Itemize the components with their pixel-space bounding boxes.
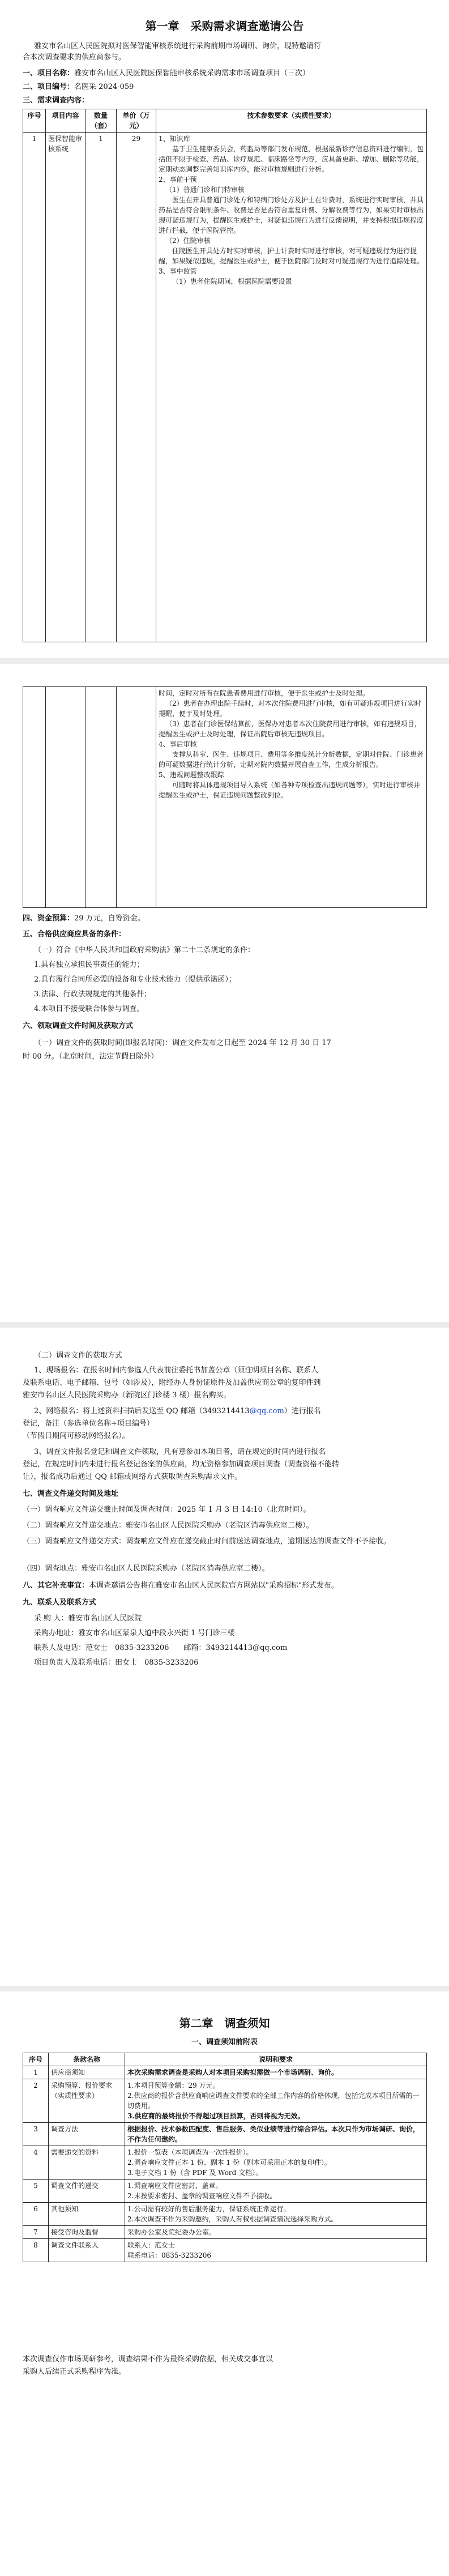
spec-line: 1、知识库 [159, 135, 190, 143]
spec-line: （2）住院审核 [165, 237, 211, 245]
spec-line: （1）普通门诊和门特审核 [165, 186, 245, 194]
spec-line: 4、事后审核 [159, 740, 197, 748]
qualification-item: 3.法律、行政法规规定的其他条件； [34, 990, 152, 999]
instructions-subtitle: 一、调查须知前附表 [191, 2038, 258, 2046]
spec-line: 可随时将具体违规项目导入系统（如各种专项检查出违规问题等），实时进行审核并提醒医生或护士，保证违规问题整改到位。 [159, 781, 421, 799]
acquisition-method-heading: （二）调查文件的获取方式 [34, 1351, 123, 1360]
table-row: 6 其他须知 1.公司需有较好的售后服务能力，保证系统正常运行。 2.本次调查不作为采购邀约，采购人有权根据调查情况选择采购方式。 [23, 2203, 427, 2226]
spec-line: 医生在开具普通门诊处方和特病门诊处方及护士在计费时，系统进行实时审核，并具药品是否符合限制条件、收费是否是否符合重复计费、分解收费等行为，如果实时审核出现可疑违规行为，提醒医生或护士，对疑似违规行为进行反馈说明，并支持根据违规程度进行拦截，便于医院管控。 [159, 196, 424, 234]
cell-price: 29 [117, 133, 156, 642]
col-header: 说明和要求 [125, 2053, 427, 2066]
chapter-2-title: 第二章 调查须知 [179, 2016, 270, 2030]
table-row: 4 需要递交的资料 1.报价一览表（本项调查为一次性报价）。 2.调查响应文件正本 1 份、副本 1 份（副本可采用正本的复印件）。 3.电子文档 1 份（含 PDF 及 Word 文档）。 [23, 2146, 427, 2180]
registration-note-line: 登记，在规定时间内未进行报名登记备案的供应商，均无资格参加调查项目调查（调查资格不能转 [23, 1460, 340, 1469]
col-header: 项目内容 [46, 109, 85, 133]
spec-line: （3）患者在门诊医保结算前，医保办对患者本次住院费用进行审核，如有违规项目，提醒医生或护士及时处理，保证出院后审核无违规项目。 [159, 720, 421, 738]
submission-item: （四）调查地点：雅安市名山区人民医院采购办（老院区消毒供应室二楼）。 [23, 1564, 270, 1573]
qualification-item: 2.具有履行合同所必需的设备和专业技术能力（提供承诺函）； [34, 975, 236, 984]
qualification-heading: 五、合格供应商应具备的条件： [23, 930, 126, 939]
online-reg-line: 登记，备注（参选单位名称+项目编号） [23, 1419, 154, 1428]
intro-line-2: 合本次调查要求的供应商参与。 [23, 53, 126, 62]
acquisition-time-line-2: 时 00 分。（北京时间，法定节假日除外） [23, 1052, 159, 1061]
qualification-item: 1.具有独立承担民事责任的能力； [34, 961, 144, 969]
spec-line: 支撑从科室、医生、违规项目、费用等多维度统计分析数据，定期对住院、门诊患者的可疑数据进行统计分析，定期对院内数据开展自查工作，生成分析报告。 [159, 750, 424, 769]
online-reg-line: 2、网络报名：将上述资料扫描后发送至 QQ 邮箱（3493214413@qq.com）进行报名 [34, 1407, 321, 1415]
col-header: 技术参数要求（实质性要求） [156, 109, 427, 133]
instructions-table [23, 2053, 427, 2262]
table-row: 8 调查文件联系人 联系人：范女士 联系电话：0835-3233206 [23, 2239, 427, 2262]
col-header: 序号 [23, 2053, 49, 2066]
col-header: 条款名称 [49, 2053, 125, 2066]
contact-heading: 九、联系人及联系方式 [23, 1598, 97, 1607]
requirements-table-part-2 [23, 686, 427, 908]
budget: 四、资金预算：29 万元，自筹资金。 [23, 914, 145, 923]
doc-acquisition-heading: 六、领取调查文件时间及获取方式 [23, 1022, 134, 1030]
cell-spec [156, 133, 427, 642]
col-header: 单价（万元） [117, 109, 156, 133]
closing-note-line: 本次调查仅作市场调研参考，调查结果不作为最终采购依据，相关成交事宜以 [23, 2355, 273, 2364]
contact-line: 项目负责人及联系电话：田女士 0835-3233206 [34, 1658, 199, 1667]
cell-spec-continued [156, 687, 427, 908]
cell-qty: 1 [85, 133, 117, 642]
project-name: 一、项目名称：雅安市名山区人民医院医保智能审核系统采购需求市场调查项目（三次） [23, 69, 310, 78]
qualification-sub: （一）符合《中华人民共和国政府采购法》第二十二条规定的条件： [34, 946, 255, 954]
document-page-3 [0, 1328, 449, 1986]
survey-content-heading: 三、需求调查内容： [23, 96, 89, 105]
submission-item: （三）调查响应文件递交方式：调查响应文件应在递交截止时间前送达调查地点，逾期送达的调查文件不予接收。 [23, 1537, 391, 1546]
qualification-item: 4.本项目不接受联合体参与调查。 [34, 1005, 144, 1013]
spec-line: （1）患者住院期间，根据医院需要设置 [172, 278, 292, 285]
table-row: 2 采购预算、报价要求（实质性要求） 1.本项目预算金额：29 万元。 2.供应商的报价含供应商响应调查文件要求的全部工作内容的价格体现，包括完成本项目所需的一切费用。 3.供应商的最终报价不得超过项目预算，否则将视为无效。 [23, 2079, 427, 2123]
table-row: 1 供应商须知 本次采购需求调查是采购人对本项目采购拟需做一个市场调研、询价。 [23, 2066, 427, 2079]
contact-line: 采购办地址：雅安市名山区蒙泉大道中段永兴街 1 号门诊三楼 [34, 1629, 235, 1637]
email-link[interactable]: @qq.com [249, 1407, 284, 1415]
spec-line: 基于卫生健康委员会，药监局等部门发布规范，根据最新诊疗信息资料进行编制，包括但不限于检查、药品、诊疗规范、临床路径等内容，应具备更新、增加、删除等功能，定期动态调整完善知识库内容，能对审核规则进行分析。 [159, 145, 424, 173]
spec-line: 3、事中监管 [159, 267, 197, 275]
cell-item: 医保智能审核系统 [46, 133, 85, 642]
registration-note-line: 3、调查文件报名登记和调查文件领取，凡有意参加本项目者，请在规定的时间内进行报名 [34, 1448, 326, 1456]
onsite-reg-line: 及联系电话、电子邮箱、包号（如涉及），附经办人身份证原件及加盖供应商公章的复印件到 [23, 1379, 321, 1387]
table-row: 5 调查文件的递交 1.调查响应文件应密封、盖章。 2.未按要求密封、盖章的调查响应文件不予接收。 [23, 2180, 427, 2203]
chapter-1-title: 第一章 采购需求调查邀请公告 [145, 19, 304, 33]
contact-line: 采 购 人：雅安市名山区人民医院 [34, 1614, 142, 1623]
col-header: 数量（套） [85, 109, 117, 133]
acquisition-time-line-1: （一）调查文件的获取时间(即报名时间)：调查文件发布之日起至 2024 年 12 月 30 日 17 [34, 1039, 331, 1047]
spec-line: 5、违规问题整改跟踪 [159, 771, 224, 779]
document-page-1 [0, 0, 449, 658]
project-number: 二、项目编号：名医采 2024-059 [23, 83, 134, 91]
onsite-reg-line: 1、现场报名：在报名时间内参选人代表前往委托书加盖公章（须注明项目名称、联系人 [34, 1366, 319, 1375]
spec-line: 时间，定时对所有在院患者费用进行审核，便于医生或护士及时处理。 [159, 689, 370, 697]
document-page-2 [0, 664, 449, 1322]
submission-item: （一）调查响应文件递交截止时间及调查时间：2025 年 1 月 3 日 14:10（北京时间）。 [23, 1505, 311, 1514]
table-row: 3 调查方法 根据报价、技术参数匹配度、售后服务、类似业绩等进行综合评估。本次只作为市场调研、询价，不作为任何邀约。 [23, 2123, 427, 2146]
requirements-table-part-1 [23, 109, 427, 642]
cell-no: 1 [23, 133, 46, 642]
supplement-line: 八、其它补充事宜：本调查邀请公告将在雅安市名山区人民医院官方网站以"采购招标"形式发布。 [23, 1581, 339, 1590]
col-header: 序号 [23, 109, 46, 133]
spec-line: 2、事前干预 [159, 176, 197, 184]
spec-line: （2）患者在办理出院手续时，对本次住院费用进行审核，如有可疑违规项目进行实时提醒，便于及时处理。 [159, 700, 421, 718]
document-page-4 [0, 1991, 449, 2576]
table-row: 7 接受咨询及监督 采购办公室及院纪委办公室。 [23, 2226, 427, 2239]
contact-line: 联系人及电话：范女士 0835-3233206 邮箱：3493214413@qq.com [34, 1644, 288, 1652]
closing-note-line: 采购人后续正式采购程序为准。 [23, 2368, 126, 2376]
intro-line-1: 雅安市名山区人民医院拟对医保智能审核系统进行采购前期市场调研、询价，现特邀请符 [34, 42, 322, 50]
online-reg-line: （节假日期间可移动网络报名）。 [23, 1432, 130, 1440]
submission-item: （二）调查响应文件递交地点：雅安市名山区人民医院采购办（老院区消毒供应室二楼）。 [23, 1521, 314, 1530]
submission-heading: 七、调查文件递交时间及地址 [23, 1490, 119, 1498]
registration-note-line: 让），报名成功后通过 QQ 邮箱或网络方式获取调查采购需求文件。 [23, 1473, 242, 1481]
spec-line: 住院医生开具处方时实时审核，护士计费时实时进行审核，对可疑违规行为进行提醒，如果疑似违规，提醒医生或护士，便于医院部门及时对可疑违规行为进行追踪处理。 [159, 247, 424, 265]
onsite-reg-line: 雅安市名山区人民医院采购办（新院区门诊楼 3 楼）报名购买。 [23, 1391, 231, 1400]
